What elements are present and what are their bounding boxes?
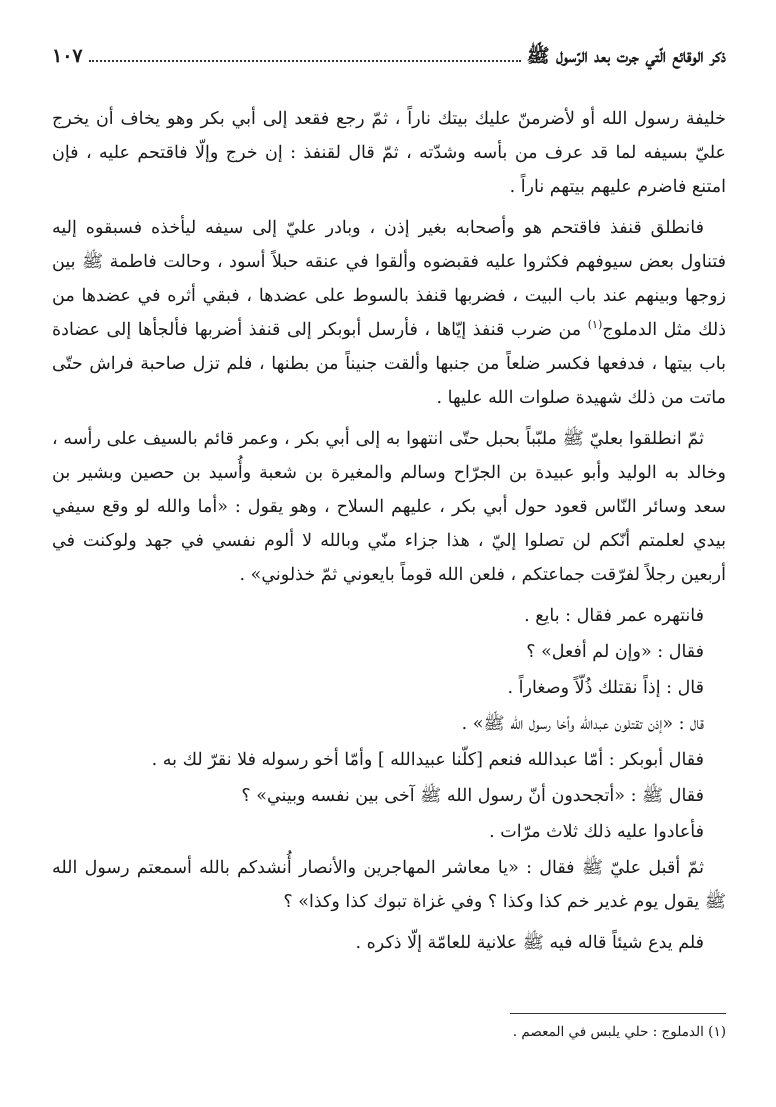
paragraph: ثمّ انطلقوا بعليّ ﷺ ملبّباً بحبل حتّى انتهوا به إلى أبي بكر ، وعمر قائم بالسيف على رأسه ، وخالد به الوليد وأبو عبيدة بن الجرّاح وسالم والمغيرة بن شعبة وأُسيد بن حصين وبشير بن سعد وسائر النّاس قعود حول أبي بكر ، عليهم السلاح ، وهو يقول : «أما والله لو وقع سيفي بيدي لعلمتم أنّكم لن تصلوا إليّ ، هذا جزاء منّي وبالله لا ألوم نفسي في جهد ولوكنت في أربعين رجلاً لفرّقت جماعتكم ، فلعن الله قوماً بايعوني ثمّ خذلوني» . (52, 429, 726, 585)
body-text (52, 102, 726, 960)
running-header (52, 44, 726, 80)
running-header-title: ذكر الوقائع الّتي جرت بعد الرّسول ﷺ (526, 45, 726, 67)
paragraph: خليفة رسول الله أو لأضرمنّ عليك بيتك ناراً ، ثمّ رجع فقعد إلى أبي بكر وهو يخاف أن يخرج عليّ بسيفه لما قد عرف من بأسه وشدّته ، ثمّ قال لقنفذ : إن خرج وإلّا فاقتحم عليه ، فإن امتنع فاضرم عليهم بيتهم ناراً . (52, 109, 726, 197)
paragraph: قال : إذاً نقتلك ذُلّاً وصغاراً . (507, 678, 704, 698)
paragraph (52, 211, 726, 415)
paragraph: قال : «إذن تقتلون عبدالله وأخا رسول الله ﷺ» . (461, 714, 704, 734)
paragraph-text-continued: من ضرب قنفذ إيّاها ، فأرسل أبوبكر إلى قنفذ أضربها فألجأها إلى عضادة باب بيتها ، فدفعها فكسر ضلعاً من جنبها وألقت جنيناً من بطنها ، فلم تزل صاحبة فراش حتّى ماتت من ذلك شهيدة صلوات الله عليها . (52, 320, 726, 408)
paragraph: فقال أبوبكر : أمّا عبدالله فنعم [كلّنا عبيدالله ] وأمّا أخو رسوله فلا نقرّ لك به . (151, 750, 704, 770)
page-number: ١٠٧ (52, 45, 83, 67)
paragraph-text: فانطلق قنفذ فاقتحم هو وأصحابه بغير إذن ، وبادر عليّ إلى سيفه ليأخذه فسبقوه إليه فتناول بعض سيوفهم فكثروا عليه فقبضوه وألقوا في عنقه حبلاً أسود ، وحالت فاطمة ﷺ بين زوجها وبينهم عند باب البيت ، فضربها قنفذ بالسوط على عضدها ، فبقي أثره في عضدها من ذلك مثل الدملوج (52, 218, 726, 340)
paragraph: ثمّ أقبل عليّ ﷺ فقال : «يا معاشر المهاجرين والأنصار أُنشدكم بالله أسمعتم رسول الله ﷺ يقول يوم غدير خم كذا وكذا ؟ وفي غزاة تبوك كذا وكذا» ؟ (52, 858, 726, 912)
paragraph: فلم يدع شيئاً قاله فيه ﷺ علانية للعامّة إلّا ذكره . (355, 933, 704, 953)
footnote-marker: (١) (587, 318, 603, 332)
paragraph: فأعادوا عليه ذلك ثلاث مرّات . (489, 822, 704, 842)
paragraph: فقال : «وإن لم أفعل» ؟ (526, 642, 704, 662)
paragraph: فانتهره عمر فقال : بايع . (524, 606, 704, 626)
paragraph: فقال ﷺ : «أتجحدون أنّ رسول الله ﷺ آخى بين نفسه وبيني» ؟ (241, 786, 704, 806)
footnote-separator (510, 1013, 726, 1014)
footnote: (١) الدملوج : حلي يلبس في المعصم . (512, 1024, 726, 1040)
dotted-leader (89, 48, 521, 62)
